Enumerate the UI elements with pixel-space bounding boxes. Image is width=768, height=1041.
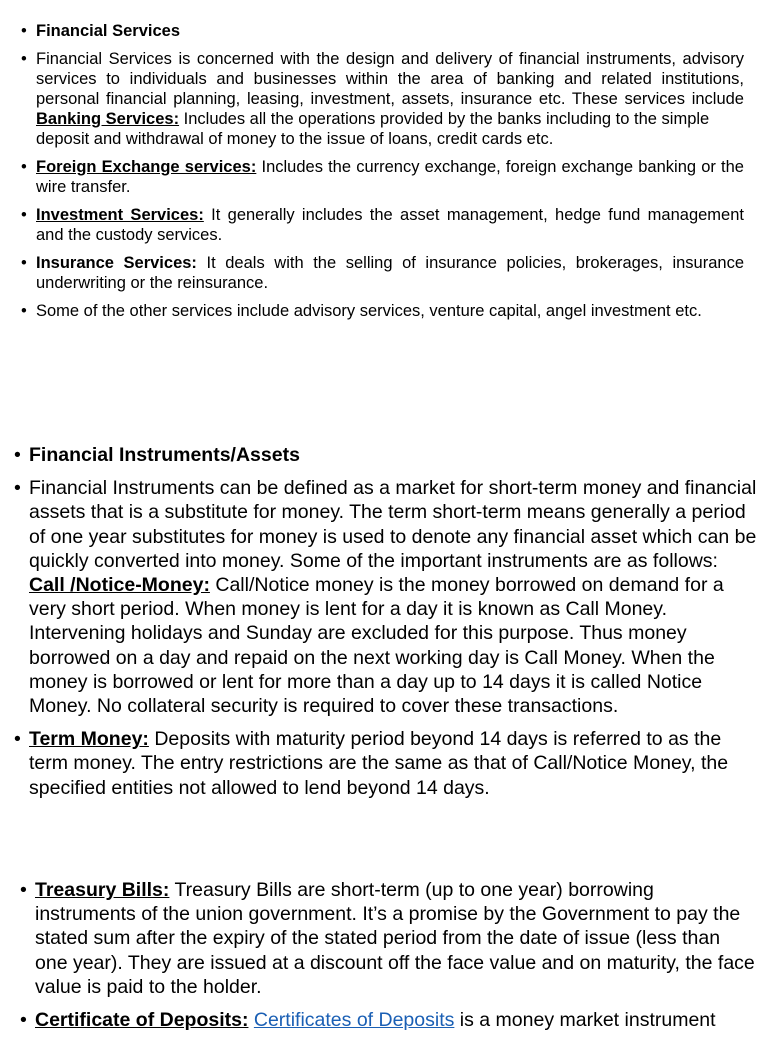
list-item <box>36 49 744 149</box>
money-market-list <box>35 878 755 1041</box>
insurance-services-label: Insurance Services: <box>36 254 197 272</box>
certificate-of-deposits-text: is a money market instrument <box>454 1009 716 1032</box>
call-money-label: Call /Notice-Money: <box>29 574 210 597</box>
list-item <box>29 476 759 718</box>
insurance-services-text: It deals with the selling of insurance policies, brokerages, insurance underwriting or the reinsurance. <box>36 254 744 292</box>
banking-services-label: Banking Services: <box>36 110 180 128</box>
financial-instruments-heading: Financial Instruments/Assets <box>29 444 300 466</box>
financial-services-list <box>36 21 744 329</box>
other-services-text: Some of the other services include advisory services, venture capital, angel investment etc. <box>36 302 702 320</box>
call-money-text: Call/Notice money is the money borrowed on demand for a very short period. When money is lent for a day it is known as Call Money. Intervening holidays and Sunday are excluded for this purpose. Thus money borrowed on a day and repaid on the next working day is Call Money. When the money is borrowed or lent for more than a day up to 14 days it is called Notice Money. No collateral security is required to cover these transactions. <box>29 574 724 718</box>
list-item <box>29 443 759 467</box>
term-money-text: Deposits with maturity period beyond 14 days is referred to as the term money. The entry restrictions are the same as that of Call/Notice Money, the specified entities not allowed to lend beyond 14 days. <box>29 728 729 799</box>
list-item <box>29 727 759 800</box>
treasury-bills-text: Treasury Bills are short-term (up to one year) borrowing instruments of the union government. It’s a promise by the Government to pay the stated sum after the expiry of the stated period from the date of issue (less than one year). They are issued at a discount off the face value and on maturity, the face value is paid to the holder. <box>35 879 755 998</box>
list-item <box>35 878 755 999</box>
call-money-paragraph <box>29 573 759 718</box>
list-item <box>36 21 744 41</box>
list-item <box>36 205 744 245</box>
list-item <box>36 301 744 321</box>
forex-services-text: Includes the currency exchange, foreign exchange banking or the wire transfer. <box>36 158 744 196</box>
investment-services-label: Investment Services: <box>36 206 204 224</box>
treasury-bills-label: Treasury Bills: <box>35 879 170 901</box>
certificate-of-deposits-label: Certificate of Deposits: <box>35 1009 249 1032</box>
term-money-label: Term Money: <box>29 728 149 751</box>
financial-services-intro: • Financial Services is concerned with the design and delivery of financial instruments, advisory services to individuals and businesses within the area of banking and related institutions, personal financial planning, leasing, investment, assets, insurance etc. These services include <box>36 50 744 108</box>
financial-instruments-intro: • Financial Instruments can be defined as a market for short-term money and financial assets that is a substitute for money. The term short-term means generally a period of one year substitutes for money is used to denote any financial asset which can be quickly converted into money. Some of the important instruments are as follows: <box>29 477 757 572</box>
investment-services-text: It generally includes the asset management, hedge fund management and the custody services. <box>36 206 744 244</box>
forex-services-label: Foreign Exchange services: <box>36 158 257 176</box>
list-item <box>36 253 744 293</box>
financial-instruments-list <box>29 443 759 809</box>
banking-services-paragraph <box>36 109 744 149</box>
list-item <box>35 1008 755 1032</box>
banking-services-text: Includes all the operations provided by the banks including to the simple deposit and withdrawal of money to the issue of loans, credit cards etc. <box>36 110 710 148</box>
financial-services-heading: Financial Services <box>36 22 180 40</box>
certificates-of-deposits-link[interactable]: Certificates of Deposits <box>253 1009 455 1032</box>
list-item <box>36 157 744 197</box>
